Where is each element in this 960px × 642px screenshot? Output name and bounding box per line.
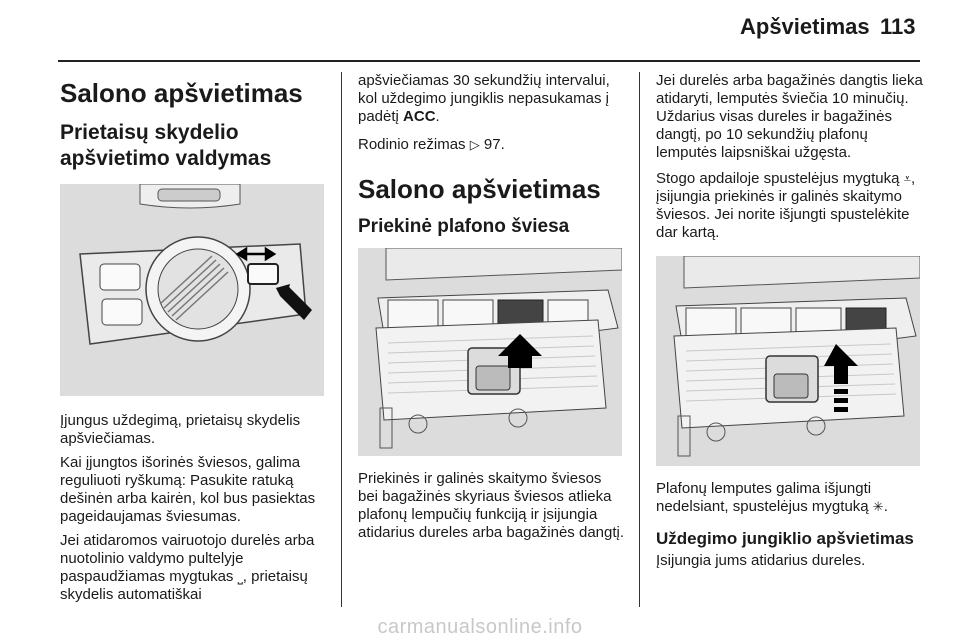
header-rule — [58, 60, 920, 62]
paragraph-roof-button-text-a: Stogo apdailoje spustelėjus mygtuką — [656, 170, 904, 187]
page-number: 113 — [880, 14, 916, 39]
paragraph-door-open-text-b: , prietaisų skydelis automatiškai — [60, 568, 308, 603]
paragraph-display-mode — [358, 136, 624, 154]
unlock-icon: ⎵ — [237, 569, 243, 584]
front-dome-light-figure — [358, 248, 622, 456]
paragraph-10-minutes: Jei durelės arba bagažinės dangtis lieka atidaryti, lemputės šviečia 10 minučių. Uždarius visas dureles ir bagažinės dangtį, po 10 sekundžių plafonų lemputės laipsniškai užgęsta. — [656, 72, 923, 161]
paragraph-30-seconds-text-a: apšviečiamas 30 sekundžių intervalui, kol uždegimo jungiklis nepasukamas į padėtį — [358, 72, 610, 125]
column-divider-1 — [341, 72, 342, 607]
display-mode-text: Rodinio režimas — [358, 136, 470, 153]
section-heading: Salono apšvietimas — [60, 78, 303, 108]
triangle-ref-icon: ▷ — [469, 137, 480, 152]
subsection-heading: Prietaisų skydelio apšvietimo valdymas — [60, 121, 272, 170]
paragraph-30-seconds-text-b: . — [435, 108, 440, 125]
paragraph-door-open-text-a: Jei atidaromos vairuotojo durelės arba nuotolinio valdymo pultelyje paspaudžiamas mygtukas — [60, 532, 315, 585]
column-2 — [358, 72, 624, 548]
paragraph-30-seconds — [358, 72, 624, 126]
instrument-panel-figure — [60, 184, 324, 396]
paragraph-brightness: Kai įjungtos išorinės šviesos, galima reguliuoti ryškumą: Pasukite ratuką dešinėn arba kairėn, kol bus pasiektas pageidaujamas šviesumas. — [60, 454, 316, 525]
watermark: carmanualsonline.info — [377, 616, 583, 638]
section-heading-2: Salono apšvietimas — [358, 174, 601, 204]
paragraph-reading-lights: Priekinės ir galinės skaitymo šviesos bei bagažinės skyriaus šviesos atlieka plafonų lempučių funkciją ir įsijungia atidarius dureles arba bagažinės dangtį. — [358, 470, 625, 541]
page-header-title: Apšvietimas — [740, 14, 870, 39]
paragraph-ignition: Įjungus uždegimą, prietaisų skydelis apšviečiamas. — [60, 412, 301, 447]
dome-light-button-figure — [656, 256, 920, 466]
column-1 — [60, 72, 328, 610]
paragraph-dome-off-text-b: . — [883, 498, 888, 515]
column-3 — [656, 72, 924, 576]
paragraph-dome-off-text-a: Plafonų lemputes galima išjungti nedelsiant, spustelėjus mygtuką — [656, 480, 873, 515]
paragraph-ignition-light: Įsijungia jums atidarius dureles. — [656, 552, 866, 569]
column-divider-2 — [639, 72, 640, 607]
dome-light-icon: ✳ — [872, 499, 884, 514]
paragraph-roof-button — [656, 170, 924, 242]
paragraph-door-open — [60, 532, 328, 604]
acc-label: ACC — [403, 108, 436, 125]
paragraph-roof-button-text-b: , įsijungia priekinės ir galinės skaitymo šviesos. Jei norite išjungti spustelėkite dar kartą. — [656, 170, 916, 241]
subsection-heading-ignition-light: Uždegimo jungiklio apšvietimas — [656, 529, 914, 548]
display-mode-text-end: . — [500, 136, 505, 153]
subsection-heading-front-dome: Priekinė plafono šviesa — [358, 216, 570, 237]
display-mode-page-ref[interactable]: 97 — [483, 136, 501, 153]
reading-light-icon: ⩡ — [903, 171, 911, 186]
paragraph-dome-off — [656, 480, 924, 516]
